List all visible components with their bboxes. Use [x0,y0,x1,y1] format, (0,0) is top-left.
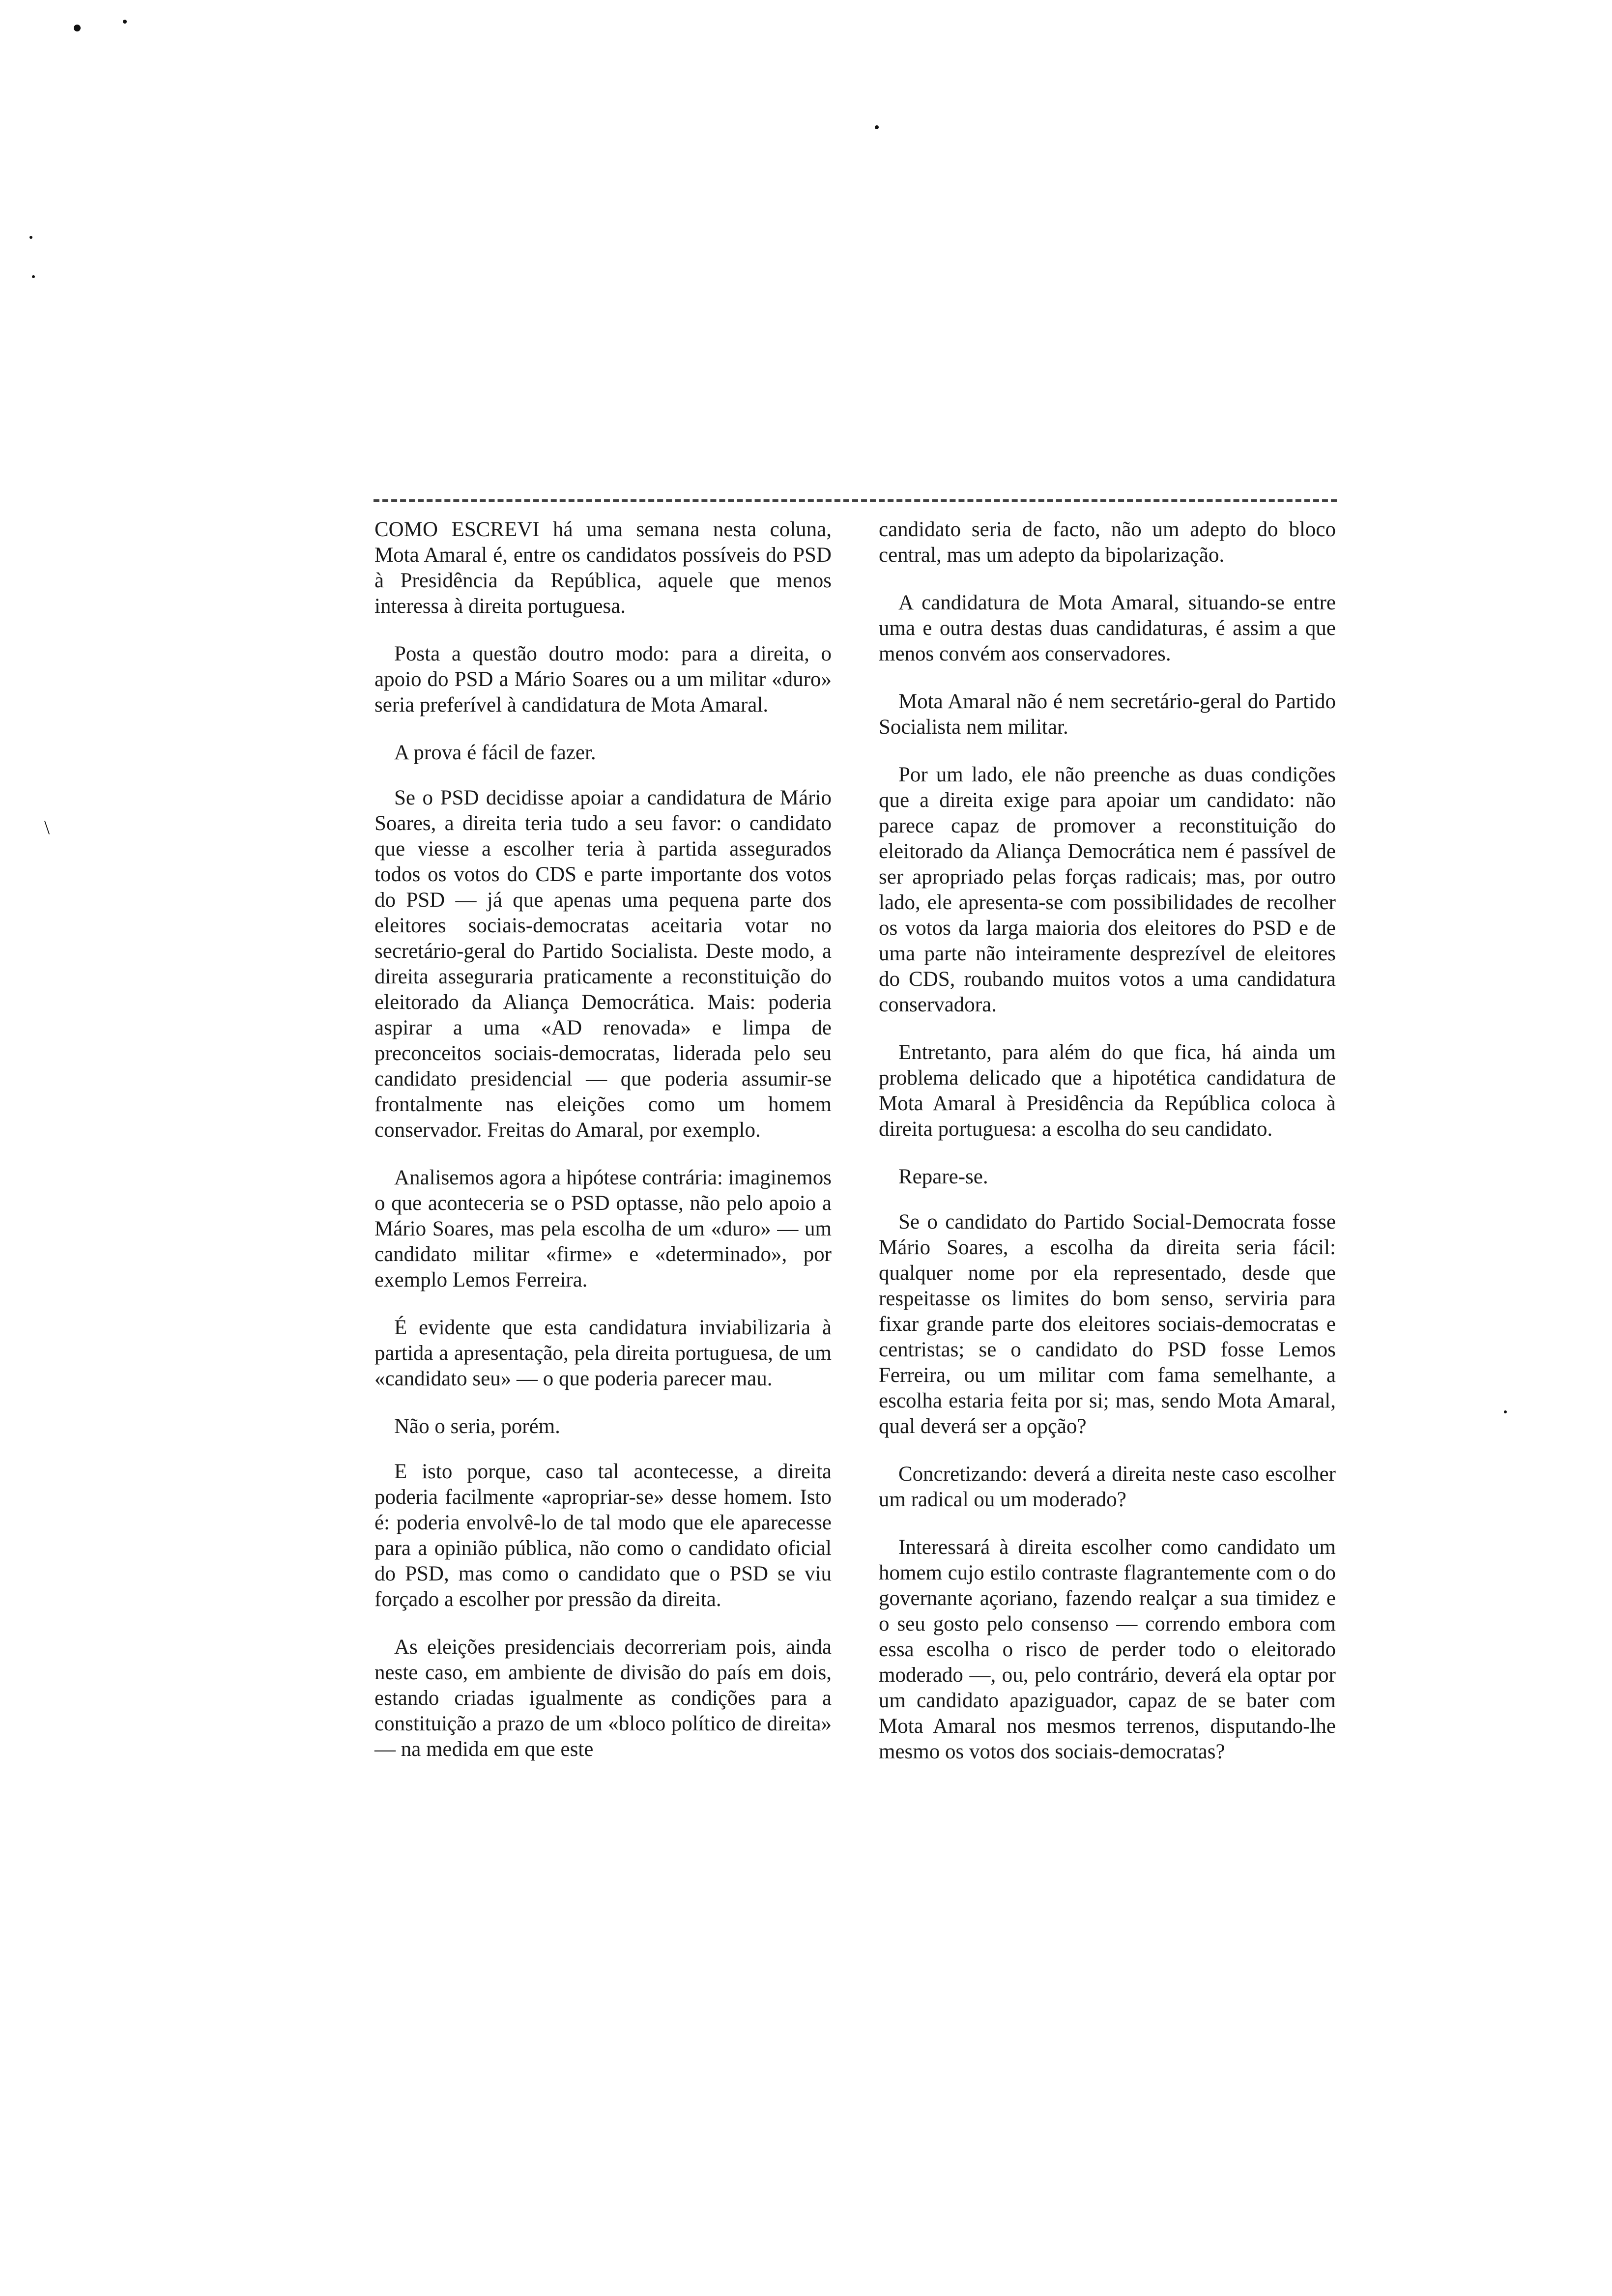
paragraph: E isto porque, caso tal acontecesse, a direita poderia facilmente «apropriar-se» desse homem. Isto é: poderia envolvê-lo de tal modo que ele aparecesse para a opinião pública, não como o candidato oficial do PSD, mas como o candidato que o PSD se viu forçado a escolher por pressão da direita. [374,1460,832,1611]
paragraph: Posta a questão doutro modo: para a direita, o apoio do PSD a Mário Soares ou a um militar «duro» seria preferível à candidatura de Mota Amaral. [374,642,832,717]
scan-speck [74,25,81,31]
paragraph: Analisemos agora a hipótese contrária: imaginemos o que aconteceria se o PSD optasse, não pelo apoio a Mário Soares, mas pela escolha de um «duro» — um candidato militar «firme» e «determinado», por exemplo Lemos Ferreira. [374,1166,832,1292]
paragraph: Repare-se. [898,1165,988,1188]
scan-speck [32,275,35,278]
paragraph: É evidente que esta candidatura inviabilizaria à partida a apresentação, pela direita portuguesa, de um «candidato seu» — o que poderia parecer mau. [374,1316,832,1390]
paragraph: Por um lado, ele não preenche as duas condições que a direita exige para apoiar um candidato: não parece capaz de promover a reconstituição do eleitorado da Aliança Democrática nem é passível de ser apropriado pelas forças radicais; mas, por outro lado, ele apresenta-se com possibilidades de recolher os votos da larga maioria dos eleitores do PSD e de uma parte não inteiramente desprezível de eleitores do CDS, roubando muitos votos a uma candidatura conservadora. [879,763,1336,1016]
paragraph: Interessará à direita escolher como candidato um homem cujo estilo contraste flagrantemente com o do governante açoriano, fazendo realçar a sua timidez e o seu gosto pelo consenso — correndo embora com essa escolha o risco de perder todo o eleitorado moderado —, ou, pelo contrário, deverá ela optar por um candidato apaziguador, capaz de se bater com Mota Amaral nos mesmos terrenos, disputando-lhe mesmo os votos dos sociais-democratas? [879,1536,1336,1763]
article-right-column [879,517,1336,1787]
paragraph: Mota Amaral não é nem secretário-geral do Partido Socialista nem militar. [879,690,1336,739]
article-left-column [374,517,832,1784]
paragraph: candidato seria de facto, não um adepto do bloco central, mas um adepto da bipolarização. [879,518,1336,567]
scan-speck [29,236,32,239]
top-rule [374,499,1337,502]
scan-speck [123,20,127,24]
paragraph: As eleições presidenciais decorreriam pois, ainda neste caso, em ambiente de divisão do país em dois, estando criadas igualmente as condições para a constituição a prazo de um «bloco político de direita» — na medida em que este [374,1636,832,1761]
paragraph: COMO ESCREVI há uma semana nesta coluna, Mota Amaral é, entre os candidatos possíveis do PSD à Presidência da República, aquele que menos interessa à direita portuguesa. [374,518,832,618]
margin-mark: \ [44,816,50,838]
paragraph: Concretizando: deverá a direita neste caso escolher um radical ou um moderado? [879,1463,1336,1511]
paragraph: Se o candidato do Partido Social-Democrata fosse Mário Soares, a escolha da direita seria fácil: qualquer nome por ela representado, desde que respeitasse os limites do bom senso, serviria para fixar grande parte dos eleitores sociais-democratas e centristas; se o candidato do PSD fosse Lemos Ferreira, ou um militar com fama semelhante, a escolha estaria feita por si; mas, sendo Mota Amaral, qual deverá ser a opção? [879,1210,1336,1438]
paragraph: A prova é fácil de fazer. [394,741,596,764]
scan-speck [875,125,879,129]
paragraph: Entretanto, para além do que fica, há ainda um problema delicado que a hipotética candidatura de Mota Amaral à Presidência da República coloca à direita portuguesa: a escolha do seu candidato. [879,1041,1336,1141]
scan-speck [1504,1410,1507,1413]
paragraph: Não o seria, porém. [394,1415,560,1438]
paragraph: A candidatura de Mota Amaral, situando-se entre uma e outra destas duas candidaturas, é assim a que menos convém aos conservadores. [879,591,1336,665]
paragraph: Se o PSD decidisse apoiar a candidatura de Mário Soares, a direita teria tudo a seu favor: o candidato que viesse a escolher teria à partida assegurados todos os votos do CDS e parte importante dos votos do PSD — já que apenas uma pequena parte dos eleitores sociais-democratas aceitaria votar no secretário-geral do Partido Socialista. Deste modo, a direita asseguraria praticamente a reconstituição do eleitorado da Aliança Democrática. Mais: poderia aspirar a uma «AD renovada» e limpa de preconceitos sociais-democratas, liderada pelo seu candidato presidencial — que poderia assumir-se frontalmente nas eleições como um homem conservador. Freitas do Amaral, por exemplo. [374,786,832,1142]
